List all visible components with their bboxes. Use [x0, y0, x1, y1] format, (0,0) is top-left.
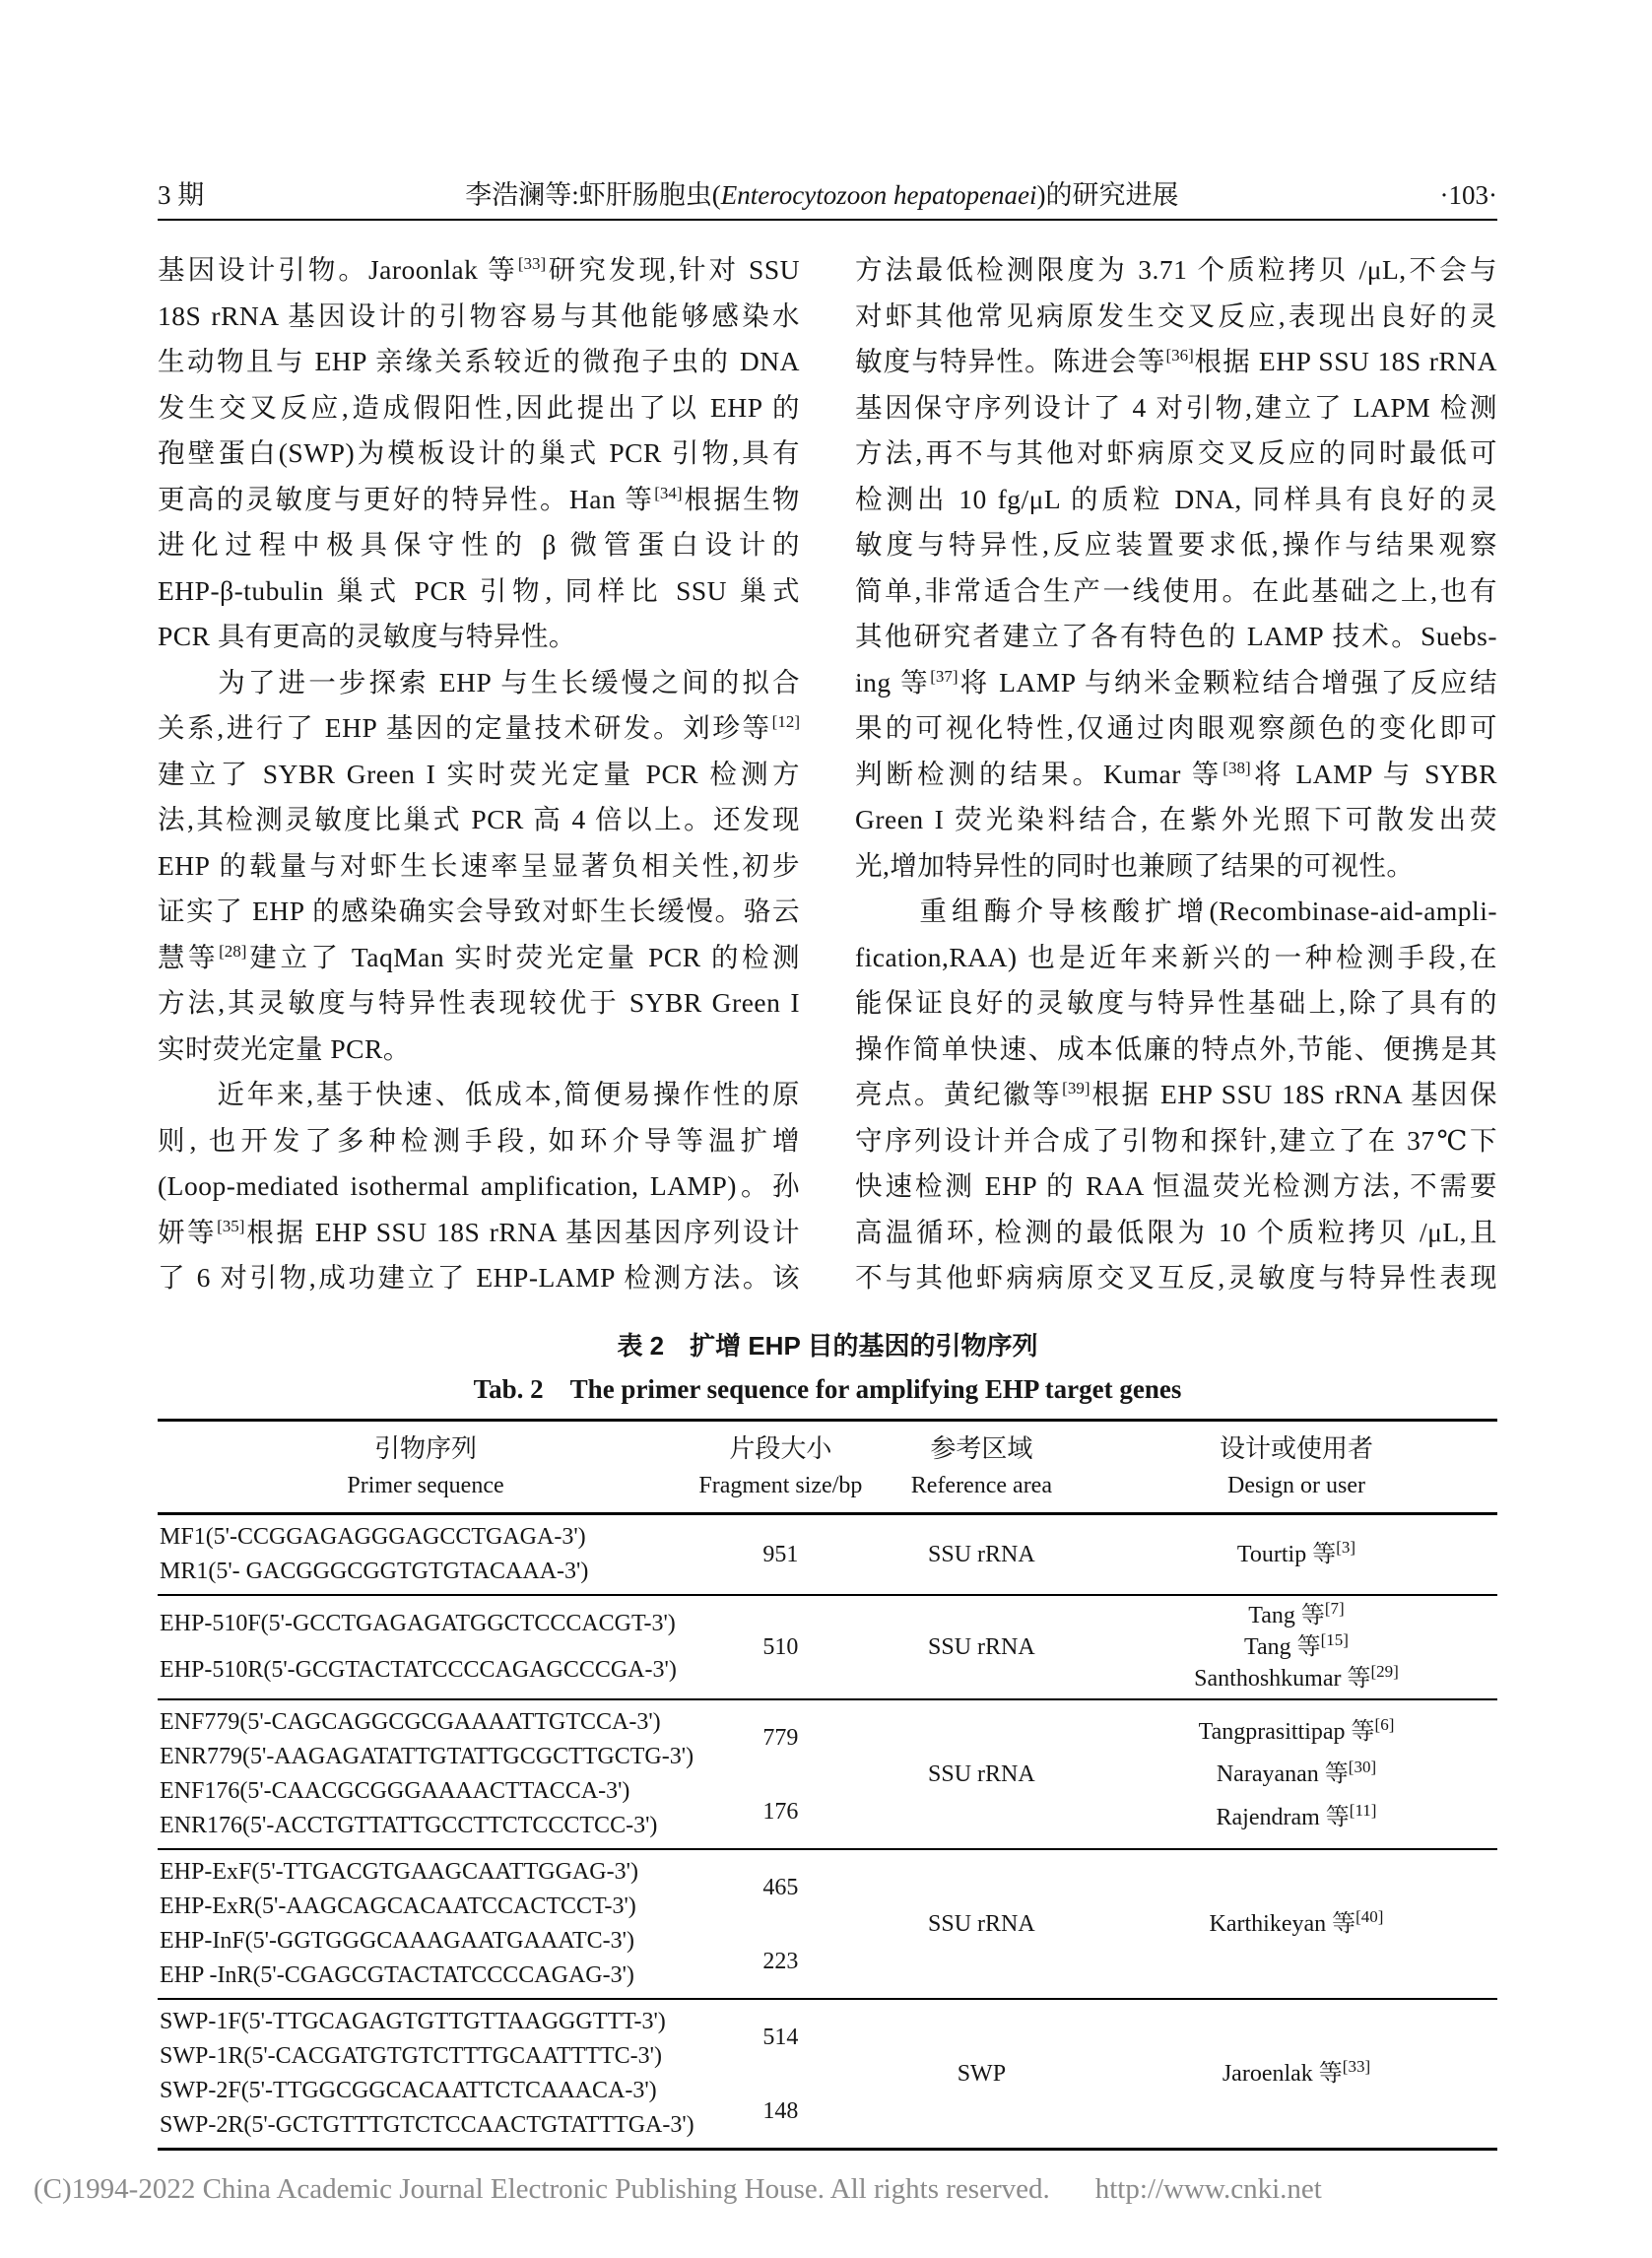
left-column	[158, 247, 800, 1301]
species-latin-name: Enterocytozoon hepatopenaei	[720, 180, 1037, 210]
design-user-cell	[1095, 2000, 1497, 2148]
text-line: 方法,再不与其他对虾病原交叉反应的同时最低可	[855, 437, 1497, 468]
reference-area-cell	[868, 1596, 1095, 1698]
header-cell-design-or-user: 设计或使用者 Design or user	[1219, 1434, 1373, 1498]
design-user: Tangprasittipap 等[6]	[1198, 1714, 1395, 1745]
primer-sequence: EHP -InR(5'-CGAGCGTACTATCCCCAGAG-3')	[160, 1962, 634, 1988]
reference-area: SSU rRNA	[928, 1634, 1035, 1660]
table-row	[158, 1850, 1497, 2000]
header-cell-reference-area: 参考区域 Reference area	[910, 1434, 1052, 1498]
fragment-size: 465	[762, 1874, 799, 1900]
text-line: 更高的灵敏度与更好的特异性。Han 等[34]根据生物	[158, 483, 800, 514]
table-body	[158, 1515, 1497, 2151]
text-columns	[158, 247, 1497, 1301]
page-number: ·103·	[1439, 180, 1497, 210]
primer-sequence: EHP-510R(5'-GCGTACTATCCCCAGAGCCCGA-3')	[160, 1657, 677, 1683]
design-user: Tang 等[15]	[1244, 1630, 1349, 1660]
page-footer	[33, 2173, 1610, 2206]
page-title: 李浩澜等:虾肝肠胞虫(Enterocytozoon hepatopenaei)的研究进展	[465, 180, 1179, 210]
text-line: (Loop-mediated isothermal amplification, LAMP)。孙	[158, 1170, 800, 1201]
text-line: 证实了 EHP 的感染确实会导致对虾生长缓慢。骆云	[158, 896, 800, 926]
primer-sequence: EHP-InF(5'-GGTGGGCAAAGAATGAAATC-3')	[160, 1928, 634, 1954]
primer-sequence-cell	[158, 2000, 694, 2148]
reference-area: SWP	[957, 2061, 1007, 2087]
text-line: fication,RAA) 也是近年来新兴的一种检测手段,在	[855, 941, 1497, 972]
text-line: 重组酶介导核酸扩增(Recombinase-aid-ampli-	[855, 896, 1497, 926]
text-line: 法,其检测灵敏度比巢式 PCR 高 4 倍以上。还发现	[158, 804, 800, 834]
header-cell-primer-sequence: 引物序列 Primer sequence	[347, 1434, 504, 1498]
primer-sequence: ENF779(5'-CAGCAGGCGCGAAAATTGTCCA-3')	[160, 1709, 661, 1735]
primer-sequence-cell	[158, 1515, 694, 1594]
text-line: 敏度与特异性。陈进会等[36]根据 EHP SSU 18S rRNA	[855, 345, 1497, 376]
fragment-size: 514	[762, 2024, 799, 2050]
reference-area-cell	[868, 1850, 1095, 1998]
right-column	[855, 247, 1497, 1301]
text-line: 高温循环, 检测的最低限为 10 个质粒拷贝 /μL,且	[855, 1216, 1497, 1247]
header-rule	[158, 219, 1497, 221]
primer-sequence-cell	[158, 1850, 694, 1998]
text-line: 判断检测的结果。Kumar 等[38]将 LAMP 与 SYBR	[855, 758, 1497, 789]
table-row	[158, 1700, 1497, 1850]
text-line: 18S rRNA 基因设计的引物容易与其他能够感染水	[158, 299, 800, 331]
text-line: 方法最低检测限度为 3.71 个质粒拷贝 /μL,不会与	[855, 254, 1497, 285]
primer-sequence: MF1(5'-CCGGAGAGGGAGCCTGAGA-3')	[160, 1524, 586, 1550]
copyright-text: (C)1994-2022 China Academic Journal Electronic Publishing House. All rights reserved.	[33, 2173, 1050, 2205]
design-user-cell	[1095, 1700, 1497, 1848]
table-row	[158, 2000, 1497, 2151]
text-line: 能保证良好的灵敏度与特异性基础上,除了具有的	[855, 987, 1497, 1018]
primer-sequence: ENR779(5'-AAGAGATATTGTATTGCGCTTGCTG-3')	[160, 1744, 694, 1769]
fragment-size-cell	[694, 1850, 868, 1998]
text-line: 其他研究者建立了各有特色的 LAMP 技术。Suebs-	[855, 621, 1497, 651]
text-line: 简单,非常适合生产一线使用。在此基础之上,也有	[855, 574, 1497, 606]
text-line: 光,增加特异性的同时也兼顾了结果的可视性。	[855, 849, 1415, 881]
design-user-cell	[1095, 1596, 1497, 1698]
table-caption-zh: 表 2 扩增 EHP 目的基因的引物序列	[617, 1331, 1038, 1361]
text-line: 不与其他虾病病原交叉互反,灵敏度与特异性表现	[855, 1262, 1497, 1293]
fragment-size: 148	[762, 2097, 799, 2124]
issue-label: 3 期	[158, 180, 205, 210]
primer-sequence: EHP-510F(5'-GCCTGAGAGATGGCTCCCACGT-3')	[160, 1611, 676, 1636]
primer-sequence: SWP-2F(5'-TTGGCGGCACAATTCTCAAACA-3')	[160, 2078, 657, 2103]
table-row	[158, 1515, 1497, 1596]
text-line: 亮点。黄纪徽等[39]根据 EHP SSU 18S rRNA 基因保	[855, 1078, 1497, 1109]
primer-sequence: ENF176(5'-CAACGCGGGAAAACTTACCA-3')	[160, 1778, 630, 1804]
fragment-size-cell	[694, 1515, 868, 1594]
text-line: 了 6 对引物,成功建立了 EHP-LAMP 检测方法。该	[158, 1262, 800, 1293]
text-line: EHP-β-tubulin 巢式 PCR 引物, 同样比 SSU 巢式	[158, 574, 800, 606]
cnki-url: http://www.cnki.net	[1094, 2173, 1322, 2205]
text-line: 发生交叉反应,造成假阳性,因此提出了以 EHP 的	[158, 391, 800, 423]
design-user: Tang 等[7]	[1248, 1599, 1345, 1628]
text-line: 基因保守序列设计了 4 对引物,建立了 LAPM 检测	[855, 391, 1497, 423]
text-line: 对虾其他常见病原发生交叉反应,表现出良好的灵	[855, 299, 1497, 331]
text-line: ing 等[37]将 LAMP 与纳米金颗粒结合增强了反应结	[855, 666, 1498, 697]
running-head	[158, 173, 1497, 212]
text-line: 检测出 10 fg/μL 的质粒 DNA, 同样具有良好的灵	[855, 483, 1497, 514]
design-user: Karthikeyan 等[40]	[1209, 1907, 1384, 1937]
fragment-size: 779	[762, 1724, 799, 1751]
design-user: Jaroenlak 等[33]	[1222, 2057, 1371, 2087]
header-cell-fragment-size: 片段大小 Fragment size/bp	[698, 1434, 863, 1498]
text-line: 基因设计引物。Jaroonlak 等[33]研究发现,针对 SSU	[158, 253, 800, 285]
text-line: 则, 也开发了多种检测手段, 如环介导等温扩增	[158, 1124, 800, 1156]
design-user-cell	[1095, 1515, 1497, 1594]
text-line: 方法,其灵敏度与特异性表现较优于 SYBR Green I	[158, 987, 800, 1018]
fragment-size-cell	[694, 1596, 868, 1698]
text-line: 进化过程中极具保守性的 β 微管蛋白设计的	[158, 529, 800, 560]
fragment-size: 176	[762, 1798, 799, 1825]
text-line: Green I 荧光染料结合, 在紫外光照下可散发出荧	[855, 804, 1497, 834]
primer-sequence: ENR176(5'-ACCTGTTATTGCCTTCTCCCTCC-3')	[160, 1813, 658, 1838]
reference-area-cell	[868, 1700, 1095, 1848]
text-line: 慧等[28]建立了 TaqMan 实时荧光定量 PCR 的检测	[158, 941, 800, 972]
primer-sequence: SWP-1R(5'-CACGATGTGTCTTTGCAATTTTC-3')	[160, 2043, 662, 2069]
table-caption-en: Tab. 2 The primer sequence for amplifying EHP target genes	[473, 1374, 1182, 1404]
text-line: 孢壁蛋白(SWP)为模板设计的巢式 PCR 引物,具有	[158, 437, 800, 468]
text-line: 操作简单快速、成本低廉的特点外,节能、便携是其	[855, 1032, 1497, 1064]
fragment-size: 951	[762, 1542, 799, 1567]
text-line: 建立了 SYBR Green I 实时荧光定量 PCR 检测方	[158, 758, 800, 789]
reference-area-cell	[868, 2000, 1095, 2148]
primer-sequence-cell	[158, 1700, 694, 1848]
table-row	[158, 1596, 1497, 1700]
text-line: PCR 具有更高的灵敏度与特异性。	[158, 621, 576, 651]
primer-table	[158, 1419, 1497, 2151]
primer-sequence: SWP-2R(5'-GCTGTTTGTCTCCAACTGTATTTGA-3')	[160, 2112, 694, 2138]
text-line: 守序列设计并合成了引物和探针,建立了在 37℃下	[855, 1124, 1497, 1156]
text-line: 为了进一步探索 EHP 与生长缓慢之间的拟合	[158, 666, 800, 697]
text-line: 关系,进行了 EHP 基因的定量技术研发。刘珍等[12]	[158, 711, 800, 743]
fragment-size: 510	[762, 1634, 799, 1660]
fragment-size-cell	[694, 1700, 868, 1848]
primer-sequence: SWP-1F(5'-TTGCAGAGTGTTGTTAAGGGTTT-3')	[160, 2009, 666, 2034]
design-user: Rajendram 等[11]	[1216, 1800, 1377, 1830]
text-line: 实时荧光定量 PCR。	[158, 1032, 411, 1064]
design-user: Santhoshkumar 等[29]	[1194, 1662, 1399, 1692]
table-header-row	[158, 1422, 1497, 1515]
text-line: 果的可视化特性,仅通过肉眼观察颜色的变化即可	[855, 712, 1497, 743]
reference-area: SSU rRNA	[928, 1761, 1035, 1787]
fragment-size-cell	[694, 2000, 868, 2148]
reference-area: SSU rRNA	[928, 1542, 1035, 1567]
primer-sequence-cell	[158, 1596, 694, 1698]
design-user: Narayanan 等[30]	[1216, 1758, 1377, 1787]
design-user-cell	[1095, 1850, 1497, 1998]
text-line: 近年来,基于快速、低成本,简便易操作性的原	[158, 1079, 800, 1109]
text-line: EHP 的载量与对虾生长速率呈显著负相关性,初步	[158, 849, 800, 881]
primer-sequence: EHP-ExR(5'-AAGCAGCACAATCCACTCCT-3')	[160, 1893, 636, 1919]
primer-sequence: EHP-ExF(5'-TTGACGTGAAGCAATTGGAG-3')	[160, 1859, 638, 1885]
fragment-size: 223	[762, 1948, 799, 1974]
text-line: 生动物且与 EHP 亲缘关系较近的微孢子虫的 DNA	[158, 346, 800, 376]
reference-area-cell	[868, 1515, 1095, 1594]
text-line: 快速检测 EHP 的 RAA 恒温荧光检测方法, 不需要	[855, 1170, 1497, 1201]
reference-area: SSU rRNA	[928, 1911, 1035, 1937]
primer-sequence: MR1(5'- GACGGGCGGTGTGTACAAA-3')	[160, 1559, 589, 1584]
design-user: Tourtip 等[3]	[1236, 1538, 1356, 1567]
text-line: 妍等[35]根据 EHP SSU 18S rRNA 基因基因序列设计	[158, 1216, 801, 1247]
text-line: 敏度与特异性,反应装置要求低,操作与结果观察	[855, 529, 1497, 560]
